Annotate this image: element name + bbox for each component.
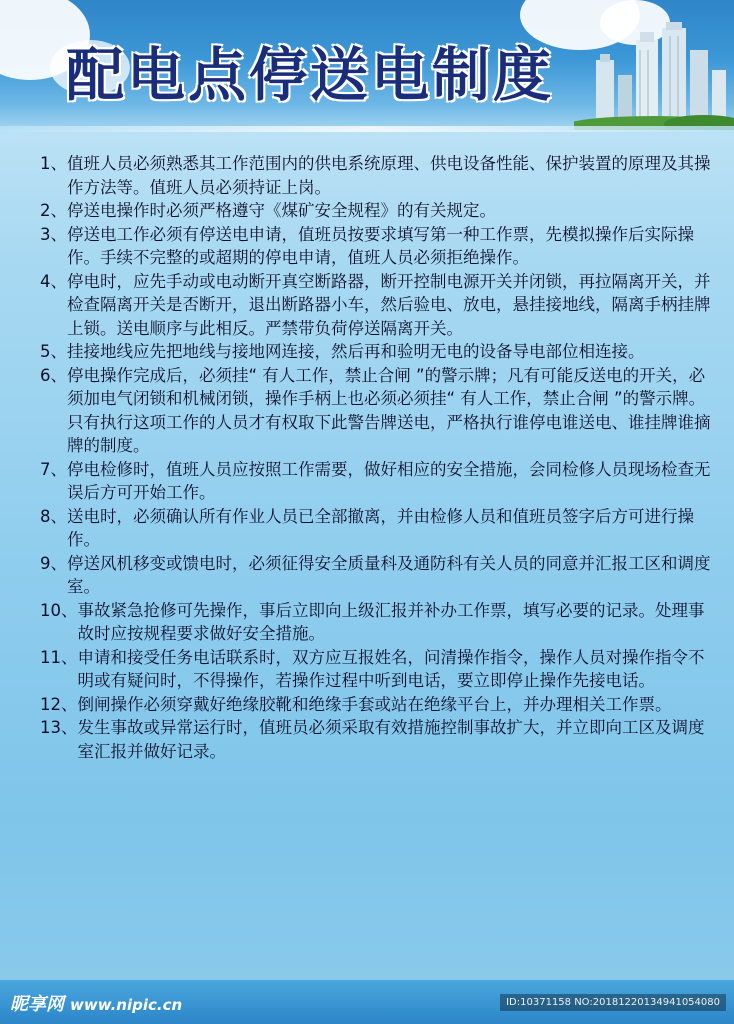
watermark-logo [10,990,182,1016]
rule-number: 8、 [40,506,67,526]
rule-item-5 [40,340,720,364]
rule-number: 12、 [40,694,78,714]
rule-text: 送电时，必须确认所有作业人员已全部撤离，并由检修人员和值班员签字后方可进行操作。 [67,506,694,549]
rules-list [40,152,720,763]
rule-number: 6、 [40,365,67,385]
rule-item-8 [40,505,720,552]
rule-item-10 [40,599,720,646]
rule-item-4 [40,270,720,341]
rule-item-11 [40,646,720,693]
rule-text: 发生事故或异常运行时，值班员必须采取有效措施控制事故扩大，并立即向工区及调度室汇报并做好记录。 [77,718,705,761]
rule-item-1 [40,152,720,199]
rule-number: 13、 [40,718,78,737]
rule-number: 3、 [40,224,67,244]
rule-number: 1、 [40,154,67,173]
watermark-logo-text: 昵享网 [10,994,64,1015]
rule-text: 停电操作完成后，必须挂“ 有人工作，禁止合闸 ”的警示牌；凡有可能反送电的开关，必须加电气闭锁和机械闭锁，操作手柄上也必须必须挂“ 有人工作，禁止合闸 ”的警示牌。只有执行这项工作的人员才有权取下此警告牌送电，严格执行谁停电谁送电、谁挂牌谁摘牌的制度。 [67,365,711,455]
city-skyline-image [574,20,734,130]
page-title: 配电点停送电制度 [66,41,555,109]
rule-text: 申请和接受任务电话联系时，双方应互报姓名，问清操作指令，操作人员对操作指令不明或有疑问时，不得操作，若操作过程中听到电话，要立即停止操作先接电话。 [77,647,705,690]
rule-text: 停送电工作必须有停送电申请，值班员按要求填写第一种工作票，先模拟操作后实际操作。手续不完整的或超期的停电申请，值班人员必须拒绝操作。 [67,224,694,267]
rule-text: 值班人员必须熟悉其工作范围内的供电系统原理、供电设备性能、保护装置的原理及其操作方法等。值班人员必须持证上岗。 [67,154,711,197]
rule-item-3 [40,223,720,270]
rule-item-6 [40,364,720,458]
rule-item-13 [40,716,720,763]
rule-item-9 [40,552,720,599]
rule-number: 9、 [40,553,67,573]
rule-item-12 [40,693,720,717]
rule-text: 挂接地线应先把地线与接地网连接，然后再和验明无电的设备导电部位相连接。 [67,342,645,361]
rule-text: 倒闸操作必须穿戴好绝缘胶靴和绝缘手套或站在绝缘平台上，并办理相关工作票。 [77,694,672,714]
rule-number: 5、 [40,342,67,361]
rule-number: 11、 [40,647,78,667]
rule-text: 停送风机移变或馈电时，必须征得安全质量科及通防科有关人员的同意并汇报工区和调度室。 [67,553,711,596]
rule-number: 10、 [40,600,78,620]
header-divider [0,126,734,132]
watermark-id: ID:10371158 NO:20181220134941054080 [500,994,726,1011]
watermark-site: www.nipic.cn [70,996,183,1014]
rule-item-2 [40,199,720,223]
rule-number: 7、 [40,459,67,479]
rule-text: 停送电操作时必须严格遵守《煤矿安全规程》的有关规定。 [67,201,496,220]
rule-item-7 [40,458,720,505]
header-banner [0,0,734,130]
rule-text: 停电检修时，值班人员应按照工作需要，做好相应的安全措施，会同检修人员现场检查无误后方可开始工作。 [67,459,711,502]
rule-number: 2、 [40,201,67,220]
rule-text: 停电时，应先手动或电动断开真空断路器，断开控制电源开关并闭锁，再拉隔离开关，并检查隔离开关是否断开，退出断路器小车，然后验电、放电，悬挂接地线，隔离手柄挂牌上锁。送电顺序与此相反。严禁带负荷停送隔离开关。 [67,271,711,338]
rule-text: 事故紧急抢修可先操作，事后立即向上级汇报并补办工作票，填写必要的记录。处理事故时应按规程要求做好安全措施。 [77,600,705,643]
rule-number: 4、 [40,271,67,291]
